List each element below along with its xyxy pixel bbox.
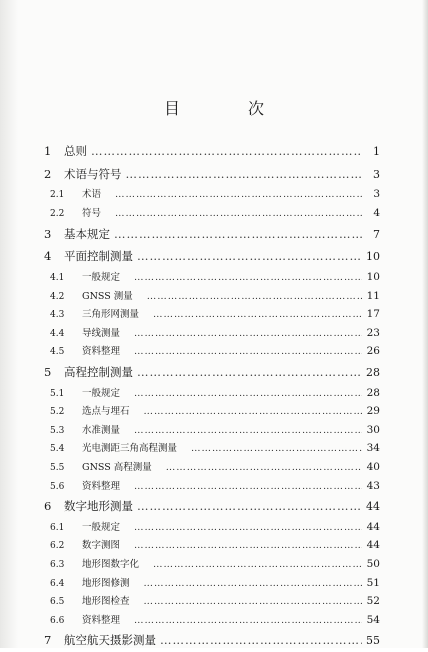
toc-entry-number: 5.4 bbox=[50, 444, 65, 455]
toc-entry-page: 28 bbox=[366, 386, 380, 399]
toc-entry-page: 51 bbox=[366, 576, 380, 589]
toc-entry-label: 一般规定 bbox=[82, 521, 121, 533]
toc-entry-page: 3 bbox=[373, 188, 380, 201]
toc-entry-label: 光电测距三角高程测量 bbox=[82, 443, 178, 455]
toc-entry-page: 28 bbox=[366, 365, 380, 379]
toc-leader-dots bbox=[134, 269, 362, 287]
toc-leader-dots bbox=[134, 478, 362, 496]
toc-section-row[interactable] bbox=[36, 421, 380, 440]
table-of-contents bbox=[36, 140, 380, 652]
toc-entry-label: 选点与埋石 bbox=[82, 406, 130, 418]
toc-leader-dots bbox=[137, 361, 362, 384]
toc-entry-number: 4.5 bbox=[50, 347, 65, 358]
toc-section-row[interactable] bbox=[36, 384, 380, 403]
toc-section-row[interactable] bbox=[36, 592, 380, 611]
toc-section-row[interactable] bbox=[36, 439, 380, 458]
toc-entry-number: 6.1 bbox=[50, 522, 65, 533]
toc-leader-dots bbox=[144, 593, 362, 611]
toc-entry-number: 6 bbox=[44, 499, 52, 514]
toc-entry-label: 平面控制测量 bbox=[64, 249, 133, 264]
toc-entry-page: 43 bbox=[366, 479, 380, 492]
toc-section-row[interactable] bbox=[36, 324, 380, 343]
toc-entry-number: 6.2 bbox=[50, 541, 65, 552]
toc-leader-dots bbox=[134, 537, 362, 555]
toc-entry-number: 3 bbox=[44, 226, 52, 241]
toc-entry-number: 5 bbox=[44, 364, 52, 379]
toc-entry-page: 50 bbox=[366, 558, 380, 571]
toc-entry-label: 导线测量 bbox=[82, 327, 121, 339]
toc-entry-number: 6.3 bbox=[50, 560, 65, 571]
toc-entry-label: GNSS 测量 bbox=[82, 290, 133, 302]
toc-entry-label: 高程控制测量 bbox=[64, 364, 133, 379]
toc-entry-page: 4 bbox=[373, 206, 380, 219]
toc-entry-number: 7 bbox=[44, 633, 52, 648]
toc-section-row[interactable] bbox=[36, 305, 380, 324]
toc-leader-dots bbox=[134, 343, 362, 361]
toc-leader-dots bbox=[153, 306, 362, 324]
toc-entry-label: 数字地形测量 bbox=[64, 499, 133, 514]
toc-entry-label: 术语与符号 bbox=[64, 166, 122, 181]
toc-entry-number: 5.2 bbox=[50, 407, 65, 418]
toc-leader-dots bbox=[166, 459, 362, 477]
toc-leader-dots bbox=[137, 495, 362, 518]
toc-entry-label: 资料整理 bbox=[82, 614, 121, 626]
toc-section-row[interactable] bbox=[36, 611, 380, 630]
toc-entry-number: 5.6 bbox=[50, 481, 65, 492]
toc-entry-number: 2.2 bbox=[50, 208, 65, 219]
toc-entry-page: 54 bbox=[366, 613, 380, 626]
toc-leader-dots bbox=[160, 629, 362, 652]
toc-entry-label: 水准测量 bbox=[82, 424, 121, 436]
toc-entry-number: 5.1 bbox=[50, 388, 65, 399]
toc-section-row[interactable] bbox=[36, 536, 380, 555]
toc-section-row[interactable] bbox=[36, 402, 380, 421]
toc-section-row[interactable] bbox=[36, 458, 380, 477]
toc-entry-page: 17 bbox=[366, 308, 380, 321]
toc-entry-page: 34 bbox=[366, 442, 380, 455]
toc-entry-label: 资料整理 bbox=[82, 346, 121, 358]
toc-entry-label: 符号 bbox=[82, 207, 102, 219]
toc-leader-dots bbox=[137, 245, 362, 268]
toc-entry-number: 6.5 bbox=[50, 597, 65, 608]
toc-entry-number: 4 bbox=[44, 249, 52, 264]
toc-entry-number: 4.3 bbox=[50, 310, 65, 321]
toc-leader-dots bbox=[91, 140, 362, 163]
toc-leader-dots bbox=[144, 403, 362, 421]
toc-leader-dots bbox=[126, 163, 363, 186]
toc-leader-dots bbox=[134, 612, 362, 630]
toc-entry-label: 数字测图 bbox=[82, 540, 121, 552]
toc-entry-label: GNSS 高程测量 bbox=[82, 461, 152, 473]
toc-chapter-row[interactable] bbox=[36, 245, 380, 268]
toc-leader-dots bbox=[134, 519, 362, 537]
toc-leader-dots bbox=[134, 325, 362, 343]
toc-section-row[interactable] bbox=[36, 287, 380, 306]
toc-entry-page: 29 bbox=[366, 405, 380, 418]
toc-entry-page: 44 bbox=[366, 539, 380, 552]
toc-entry-number: 4.1 bbox=[50, 272, 65, 283]
toc-entry-page: 40 bbox=[366, 460, 380, 473]
toc-entry-page: 11 bbox=[366, 289, 380, 302]
toc-entry-number: 4.4 bbox=[50, 328, 65, 339]
toc-entry-number: 5.5 bbox=[50, 462, 65, 473]
toc-section-row[interactable] bbox=[36, 204, 380, 223]
toc-leader-dots bbox=[115, 186, 362, 204]
toc-leader-dots bbox=[144, 575, 362, 593]
toc-entry-page: 52 bbox=[366, 595, 380, 608]
toc-entry-number: 4.2 bbox=[50, 291, 65, 302]
toc-entry-label: 三角形网测量 bbox=[82, 309, 140, 321]
toc-entry-label: 地形图修测 bbox=[82, 577, 130, 589]
toc-entry-label: 资料整理 bbox=[82, 480, 121, 492]
toc-entry-page: 26 bbox=[366, 345, 380, 358]
toc-entry-label: 术语 bbox=[82, 189, 102, 201]
toc-leader-dots bbox=[114, 223, 362, 246]
toc-section-row[interactable] bbox=[36, 477, 380, 496]
toc-entry-page: 3 bbox=[373, 167, 380, 181]
toc-entry-page: 23 bbox=[366, 326, 380, 339]
toc-entry-number: 6.6 bbox=[50, 615, 65, 626]
toc-entry-number: 2 bbox=[44, 166, 52, 181]
toc-leader-dots bbox=[134, 422, 362, 440]
toc-entry-number: 2.1 bbox=[50, 190, 65, 201]
toc-entry-page: 44 bbox=[366, 520, 380, 533]
toc-chapter-row[interactable] bbox=[36, 223, 380, 246]
toc-chapter-row[interactable] bbox=[36, 140, 380, 163]
toc-entry-label: 地形图检查 bbox=[82, 596, 130, 608]
toc-entry-label: 地形图数字化 bbox=[82, 559, 140, 571]
toc-entry-page: 10 bbox=[366, 270, 380, 283]
toc-leader-dots bbox=[134, 385, 362, 403]
toc-leader-dots bbox=[115, 205, 362, 223]
toc-entry-label: 一般规定 bbox=[82, 387, 121, 399]
toc-leader-dots bbox=[191, 440, 362, 458]
toc-section-row[interactable] bbox=[36, 342, 380, 361]
toc-entry-label: 一般规定 bbox=[82, 271, 121, 283]
toc-entry-page: 7 bbox=[373, 227, 380, 241]
toc-entry-label: 航空航天摄影测量 bbox=[64, 633, 156, 648]
toc-section-row[interactable] bbox=[36, 185, 380, 204]
toc-chapter-row[interactable] bbox=[36, 629, 380, 652]
toc-entry-label: 总则 bbox=[64, 144, 87, 158]
toc-entry-page: 55 bbox=[366, 634, 380, 648]
toc-chapter-row[interactable] bbox=[36, 163, 380, 186]
toc-chapter-row[interactable] bbox=[36, 495, 380, 518]
toc-entry-number: 6.4 bbox=[50, 578, 65, 589]
toc-section-row[interactable] bbox=[36, 268, 380, 287]
toc-section-row[interactable] bbox=[36, 574, 380, 593]
toc-entry-page: 1 bbox=[373, 145, 380, 158]
toc-title: 目 次 bbox=[163, 99, 290, 118]
toc-entry-page: 30 bbox=[366, 423, 380, 436]
toc-chapter-row[interactable] bbox=[36, 361, 380, 384]
toc-leader-dots bbox=[147, 288, 362, 306]
toc-entry-page: 44 bbox=[366, 500, 380, 514]
toc-entry-page: 10 bbox=[366, 250, 380, 264]
toc-leader-dots bbox=[153, 556, 362, 574]
toc-section-row[interactable] bbox=[36, 555, 380, 574]
toc-entry-number: 5.3 bbox=[50, 425, 65, 436]
toc-entry-number: 1 bbox=[44, 144, 52, 158]
toc-entry-label: 基本规定 bbox=[64, 226, 110, 241]
toc-section-row[interactable] bbox=[36, 518, 380, 537]
